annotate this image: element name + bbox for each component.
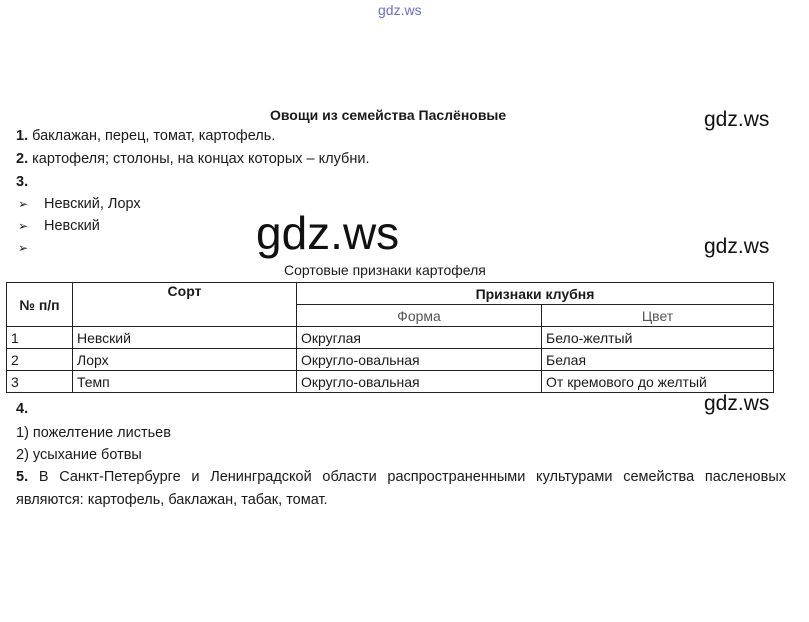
cell-variety: Невский: [73, 327, 297, 349]
document-title: Овощи из семейства Паслёновые: [270, 107, 507, 123]
answer-4-item-2: 2) усыхание ботвы: [16, 447, 142, 463]
table-row: [7, 349, 774, 371]
cell-number: 2: [7, 349, 73, 371]
cell-variety: Темп: [73, 371, 297, 393]
bullet-text: Невский: [44, 218, 100, 234]
arrow-bullet-icon: ➢: [18, 219, 29, 233]
cell-shape: Округлая: [297, 327, 542, 349]
answer-4-number: 4.: [16, 401, 29, 417]
cell-number: 3: [7, 371, 73, 393]
answer-5-text: В Санкт-Петербурге и Ленинградской области распространенными культурами семейства пасленовых являются: картофель, баклажан, табак, томат.: [16, 469, 786, 508]
cell-color: Белая: [542, 349, 774, 371]
header-color: Цвет: [542, 305, 774, 327]
cell-shape: Округло-овальная: [297, 349, 542, 371]
watermark-right-3: gdz.ws: [704, 392, 770, 415]
watermark-top: gdz.ws: [378, 2, 422, 18]
watermark-center: gdz.ws: [256, 207, 400, 259]
answer-2: [16, 151, 369, 167]
answer-3-bullet-1: [18, 196, 141, 212]
answer-3-bullet-3: [18, 240, 44, 256]
answer-4: [16, 401, 28, 417]
cell-shape: Округло-овальная: [297, 371, 542, 393]
header-shape: Форма: [297, 305, 542, 327]
table-row: [7, 327, 774, 349]
answer-4-item-1: 1) пожелтение листьев: [16, 425, 171, 441]
arrow-bullet-icon: ➢: [18, 241, 29, 255]
answer-5-number: 5.: [16, 469, 29, 485]
answer-3-bullet-2: [18, 218, 100, 234]
answer-2-number: 2.: [16, 151, 29, 167]
header-number: № п/п: [7, 283, 73, 327]
answer-2-text: картофеля; столоны, на концах которых – клубни.: [28, 151, 370, 167]
cell-number: 1: [7, 327, 73, 349]
arrow-bullet-icon: ➢: [18, 197, 29, 211]
table-caption: Сортовые признаки картофеля: [284, 262, 486, 278]
potato-varieties-table: [6, 282, 774, 393]
cell-color: От кремового до желтый: [542, 371, 774, 393]
answer-1-text: баклажан, перец, томат, картофель.: [28, 128, 276, 144]
answer-1-number: 1.: [16, 128, 29, 144]
header-variety: Сорт: [73, 283, 297, 327]
answer-3-number: 3.: [16, 174, 29, 190]
answer-5: [16, 466, 786, 512]
cell-variety: Лорх: [73, 349, 297, 371]
watermark-right-2: gdz.ws: [704, 235, 770, 258]
cell-color: Бело-желтый: [542, 327, 774, 349]
bullet-text: Невский, Лорх: [44, 196, 141, 212]
answer-3: [16, 174, 28, 190]
table-row: [7, 371, 774, 393]
watermark-right-1: gdz.ws: [704, 108, 770, 131]
header-tuber-features: Признаки клубня: [297, 283, 774, 305]
answer-1: [16, 128, 275, 144]
